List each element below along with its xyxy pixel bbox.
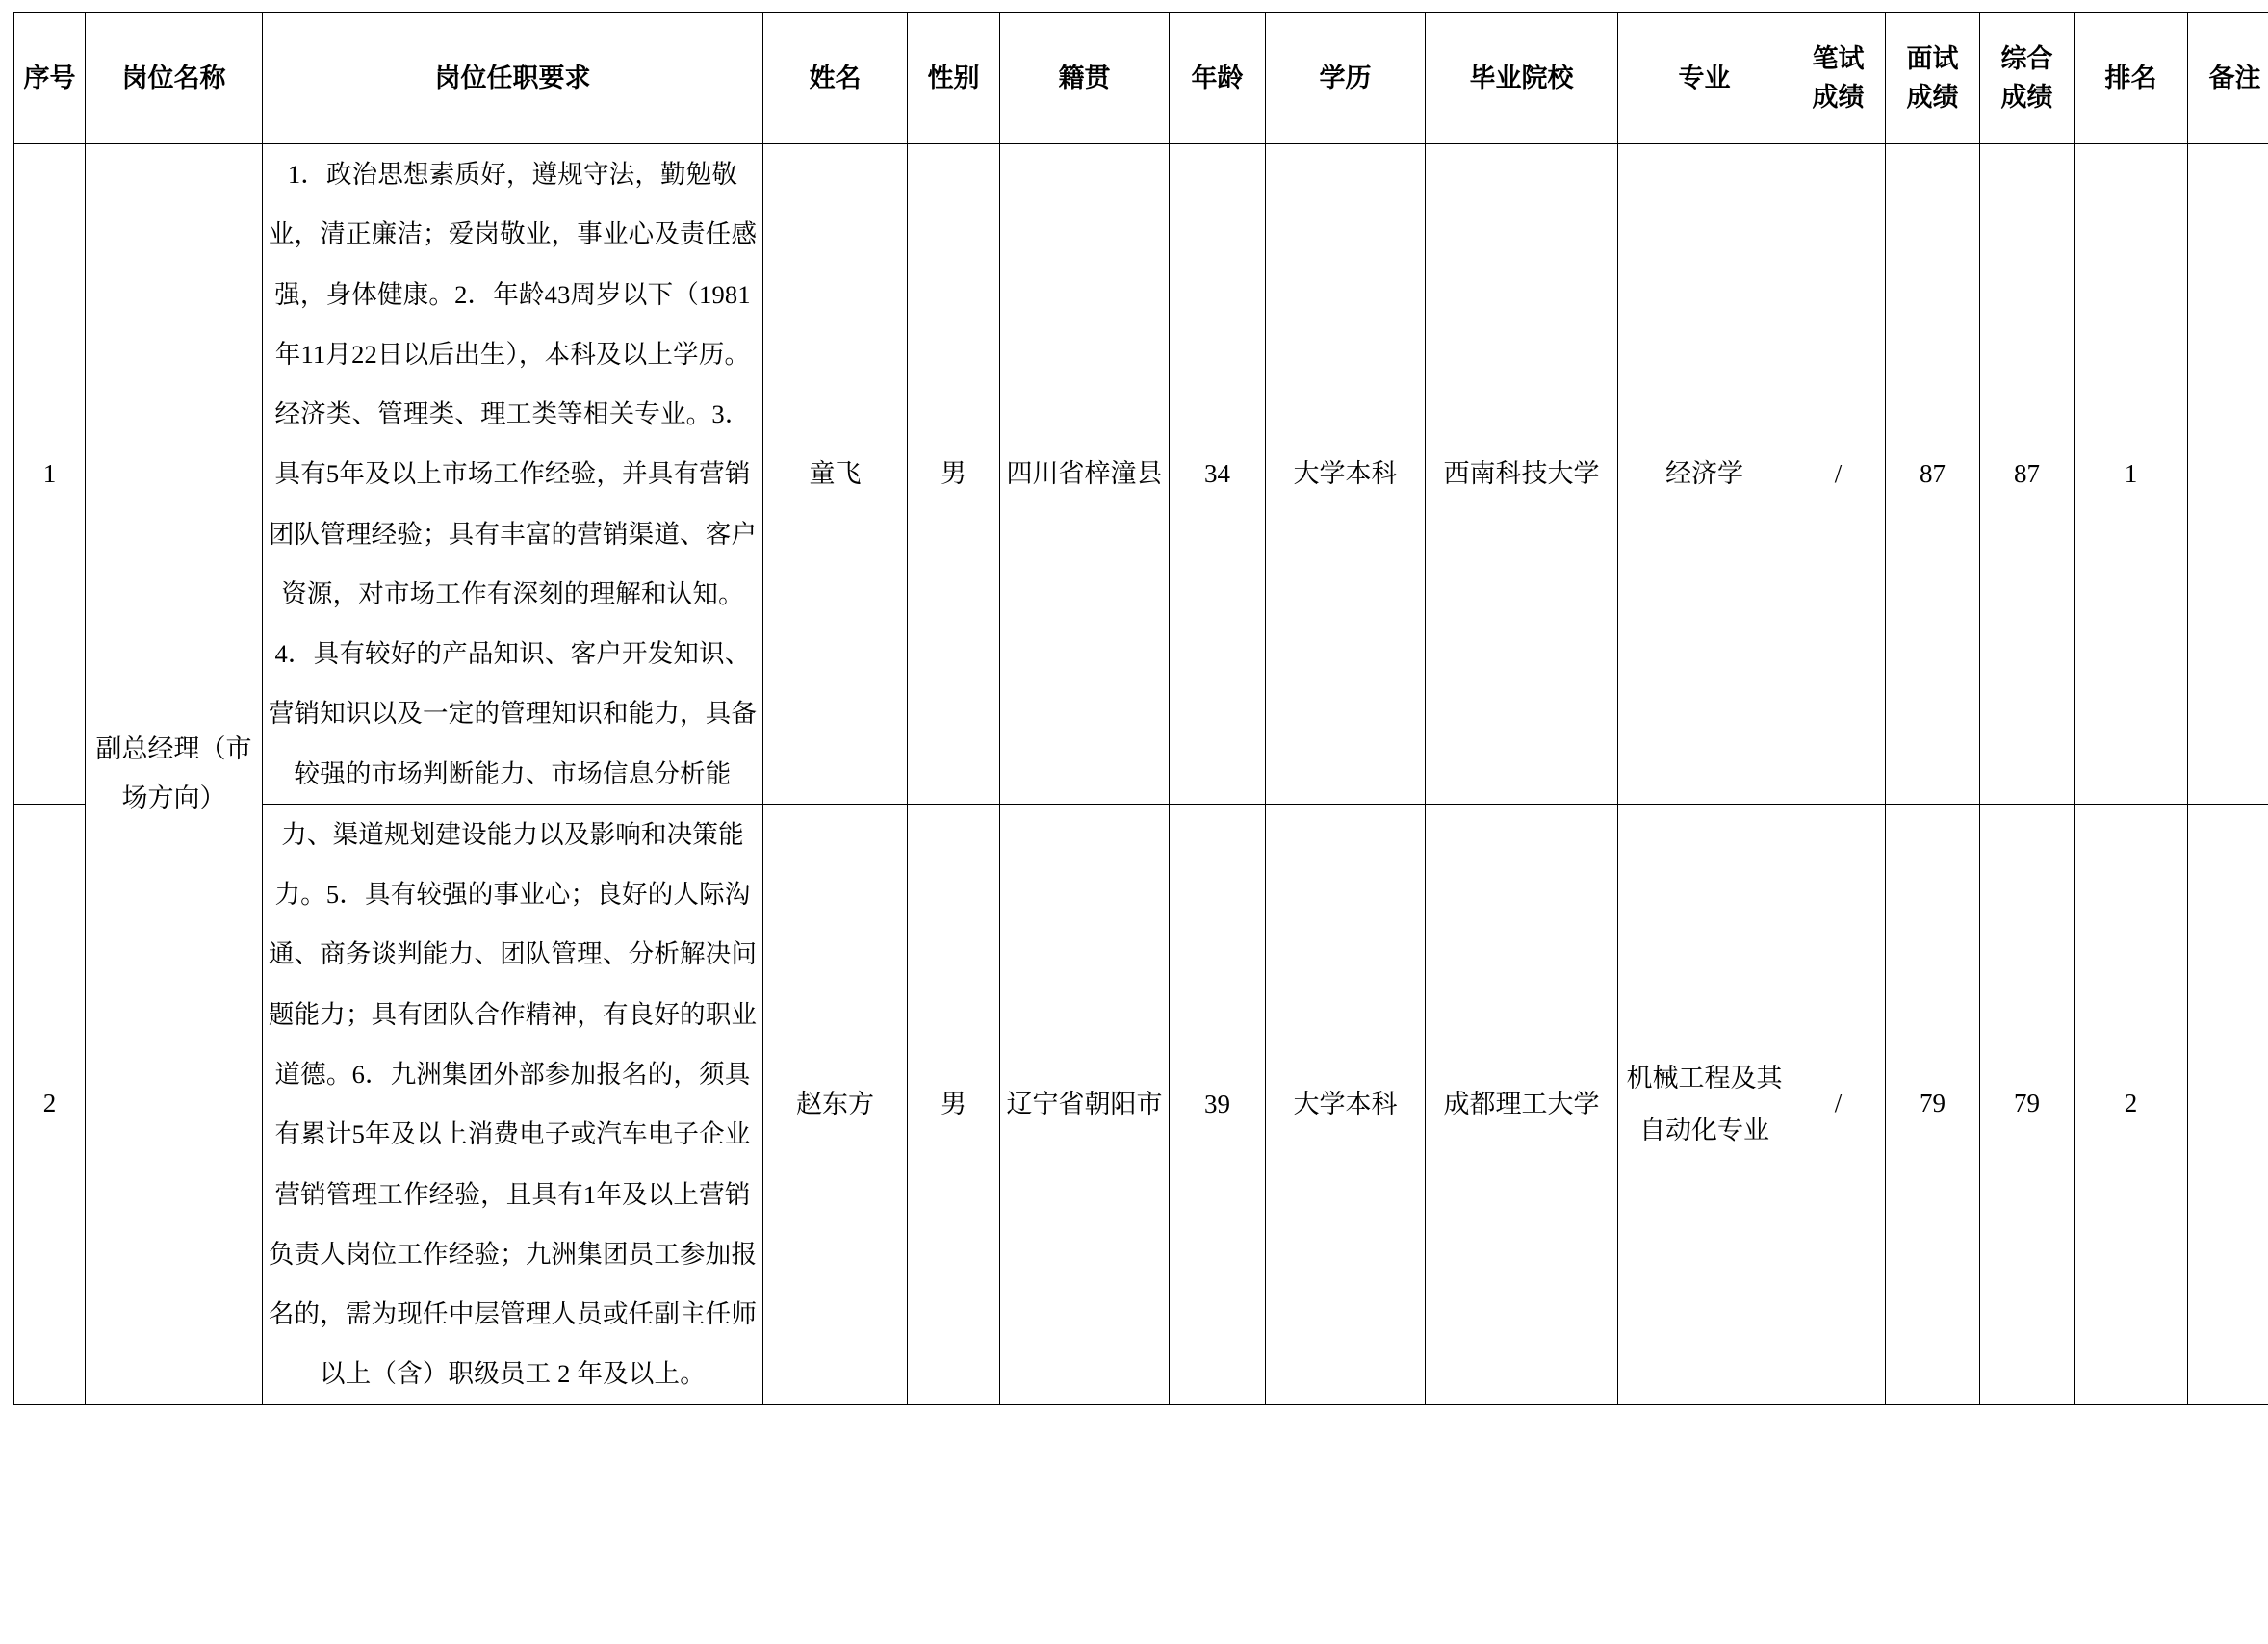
cell-rank: 2 <box>2075 804 2188 1404</box>
written-score-line2: 成绩 <box>1812 83 1865 112</box>
cell-rank: 1 <box>2075 144 2188 805</box>
cell-age: 34 <box>1170 144 1266 805</box>
cell-gender: 男 <box>908 804 1000 1404</box>
cell-education: 大学本科 <box>1266 804 1426 1404</box>
requirements-text-part1: 1．政治思想素质好，遵规守法，勤勉敬业，清正廉洁；爱岗敬业，事业心及责任感强，身体健康。2．年龄43周岁以下（1981年11月22日以后出生），本科及以上学历。经济类、管理类、理工类等相关专业。3．具有5年及以上市场工作经验，并具有营销团队管理经验；具有丰富的营销渠道、客户资源，对市场工作有深刻的理解和认知。4．具有较好的产品知识、客户开发知识、营销知识以及一定的管理知识和能力，具备较强的市场判断能力、市场信息分析能 <box>268 160 758 788</box>
requirements-text-part2: 力、渠道规划建设能力以及影响和决策能力。5．具有较强的事业心；良好的人际沟通、商务谈判能力、团队管理、分析解决问题能力；具有团队合作精神，有良好的职业道德。6．九洲集团外部参加报名的，须具有累计5年及以上消费电子或汽车电子企业营销管理工作经验，且具有1年及以上营销负责人岗位工作经验；九洲集团员工参加报名的，需为现任中层管理人员或任副主任师以上（含）职级员工 2 年及以上。 <box>268 819 758 1389</box>
written-score-line1: 笔试 <box>1812 43 1865 73</box>
cell-remark <box>2188 144 2268 805</box>
header-cell-hometown: 籍贯 <box>1000 13 1170 144</box>
cell-index: 2 <box>14 804 86 1404</box>
header-cell-post-requirements: 岗位任职要求 <box>263 13 763 144</box>
cell-total-score: 87 <box>1980 144 2075 805</box>
cell-education: 大学本科 <box>1266 144 1426 805</box>
header-cell-interview-score <box>1886 13 1980 144</box>
cell-candidate-name: 童飞 <box>763 144 908 805</box>
header-cell-candidate-name: 姓名 <box>763 13 908 144</box>
header-cell-written-score <box>1791 13 1886 144</box>
cell-post-requirements-part1 <box>263 144 763 805</box>
cell-major: 机械工程及其自动化专业 <box>1618 804 1791 1404</box>
cell-gender: 男 <box>908 144 1000 805</box>
cell-total-score: 79 <box>1980 804 2075 1404</box>
cell-written-score: / <box>1791 144 1886 805</box>
cell-post-name: 副总经理（市场方向） <box>86 144 263 1405</box>
cell-written-score: / <box>1791 804 1886 1404</box>
cell-post-requirements-part2 <box>263 804 763 1404</box>
header-cell-gender: 性别 <box>908 13 1000 144</box>
cell-index: 1 <box>14 144 86 805</box>
header-cell-index: 序号 <box>14 13 86 144</box>
cell-age: 39 <box>1170 804 1266 1404</box>
cell-interview-score: 79 <box>1886 804 1980 1404</box>
header-cell-education: 学历 <box>1266 13 1426 144</box>
cell-hometown: 四川省梓潼县 <box>1000 144 1170 805</box>
cell-school: 西南科技大学 <box>1426 144 1618 805</box>
total-score-line2: 成绩 <box>2000 83 2053 112</box>
header-cell-age: 年龄 <box>1170 13 1266 144</box>
cell-candidate-name: 赵东方 <box>763 804 908 1404</box>
interview-score-line1: 面试 <box>1906 43 1959 73</box>
header-row <box>14 13 2268 144</box>
table-header <box>14 13 2268 144</box>
cell-school: 成都理工大学 <box>1426 804 1618 1404</box>
header-cell-school: 毕业院校 <box>1426 13 1618 144</box>
header-cell-remark: 备注 <box>2188 13 2268 144</box>
table-body <box>14 144 2268 1405</box>
interview-score-line2: 成绩 <box>1906 83 1959 112</box>
header-cell-post-name: 岗位名称 <box>86 13 263 144</box>
cell-hometown: 辽宁省朝阳市 <box>1000 804 1170 1404</box>
header-cell-total-score <box>1980 13 2075 144</box>
recruitment-results-table <box>13 12 2268 1405</box>
cell-major: 经济学 <box>1618 144 1791 805</box>
cell-remark <box>2188 804 2268 1404</box>
header-cell-major: 专业 <box>1618 13 1791 144</box>
table-row <box>14 804 2268 1404</box>
total-score-line1: 综合 <box>2000 43 2053 73</box>
table-row <box>14 144 2268 805</box>
cell-interview-score: 87 <box>1886 144 1980 805</box>
header-cell-rank: 排名 <box>2075 13 2188 144</box>
